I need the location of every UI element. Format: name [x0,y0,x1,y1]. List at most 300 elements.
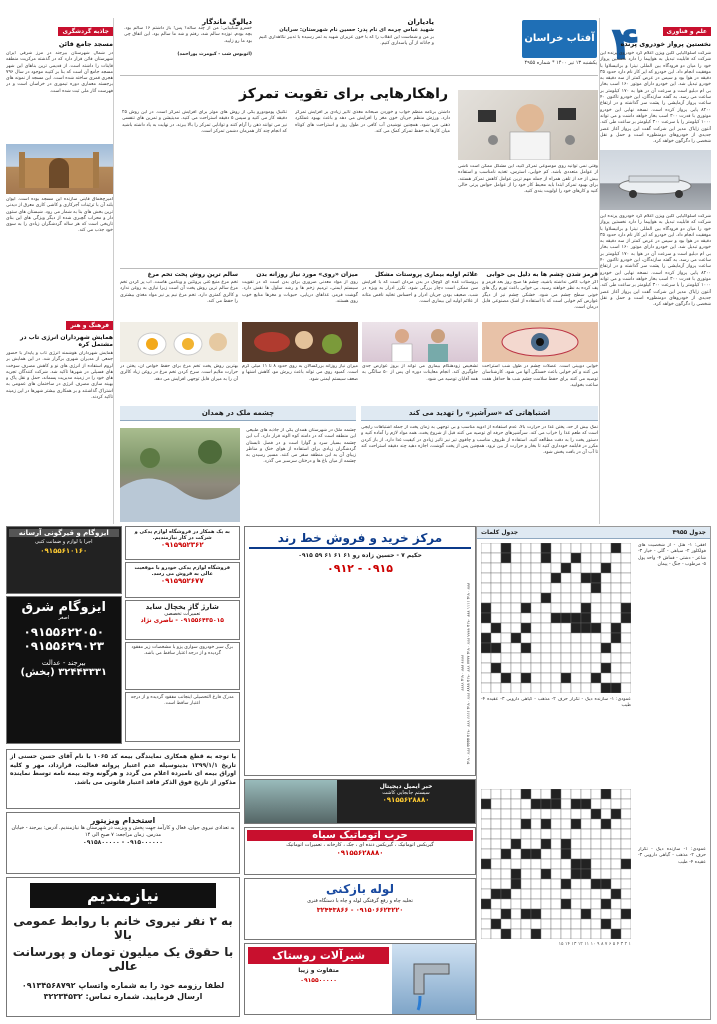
grid-cell[interactable] [601,819,611,829]
grid-cell[interactable] [591,573,601,583]
grid-cell[interactable] [611,543,621,553]
grid-cell[interactable] [611,819,621,829]
grid-cell[interactable] [561,929,571,939]
grid-cell[interactable] [591,643,601,653]
grid-cell[interactable] [491,583,501,593]
grid-cell[interactable] [491,899,501,909]
grid-cell[interactable] [561,613,571,623]
grid-cell[interactable] [541,623,551,633]
grid-cell[interactable] [591,879,601,889]
grid-cell[interactable] [591,683,601,693]
grid-cell[interactable] [501,663,511,673]
grid-cell[interactable] [541,919,551,929]
grid-cell[interactable] [571,593,581,603]
grid-cell[interactable] [601,623,611,633]
grid-cell[interactable] [601,573,611,583]
grid-cell[interactable] [571,553,581,563]
grid-cell[interactable] [571,613,581,623]
grid-cell[interactable] [551,553,561,563]
grid-cell[interactable] [561,849,571,859]
grid-cell[interactable] [611,603,621,613]
grid-cell[interactable] [531,839,541,849]
grid-cell[interactable] [491,543,501,553]
grid-cell[interactable] [591,829,601,839]
grid-cell[interactable] [621,623,631,633]
grid-cell[interactable] [541,563,551,573]
grid-cell[interactable] [531,899,541,909]
grid-cell[interactable] [491,553,501,563]
grid-cell[interactable] [581,573,591,583]
ad-misc[interactable]: برگ سبز خودروی سواری پژو با مشخصات زیر مفقود گردیده و از درجه اعتبار ساقط می باشد. [125,642,241,690]
grid-cell[interactable] [501,563,511,573]
grid-cell[interactable] [521,563,531,573]
grid-cell[interactable] [521,573,531,583]
grid-cell[interactable] [491,683,501,693]
grid-cell[interactable] [581,909,591,919]
grid-cell[interactable] [481,543,491,553]
grid-cell[interactable] [481,929,491,939]
grid-cell[interactable] [551,919,561,929]
grid-cell[interactable] [541,809,551,819]
grid-cell[interactable] [481,633,491,643]
grid-cell[interactable] [481,829,491,839]
grid-cell[interactable] [491,613,501,623]
grid-cell[interactable] [541,839,551,849]
grid-cell[interactable] [611,799,621,809]
grid-cell[interactable] [491,673,501,683]
grid-cell[interactable] [521,553,531,563]
grid-cell[interactable] [511,889,521,899]
grid-cell[interactable] [491,849,501,859]
grid-cell[interactable] [481,839,491,849]
grid-cell[interactable] [561,839,571,849]
grid-cell[interactable] [531,563,541,573]
grid-cell[interactable] [591,553,601,563]
grid-cell[interactable] [561,643,571,653]
grid-cell[interactable] [501,849,511,859]
grid-cell[interactable] [481,869,491,879]
grid-cell[interactable] [541,593,551,603]
grid-cell[interactable] [611,849,621,859]
grid-cell[interactable] [621,593,631,603]
grid-cell[interactable] [491,839,501,849]
hiring-ad[interactable] [6,812,240,874]
grid-cell[interactable] [591,849,601,859]
grid-cell[interactable] [481,643,491,653]
grid-cell[interactable] [591,789,601,799]
grid-cell[interactable] [501,633,511,643]
grid-cell[interactable] [581,613,591,623]
grid-cell[interactable] [481,663,491,673]
grid-cell[interactable] [511,633,521,643]
grid-cell[interactable] [481,683,491,693]
grid-cell[interactable] [581,683,591,693]
grid-cell[interactable] [561,623,571,633]
grid-cell[interactable] [511,839,521,849]
grid-cell[interactable] [521,653,531,663]
grid-cell[interactable] [521,663,531,673]
ad-trade[interactable] [244,526,476,776]
grid-cell[interactable] [491,593,501,603]
grid-cell[interactable] [551,673,561,683]
grid-cell[interactable] [551,909,561,919]
grid-cell[interactable] [521,673,531,683]
grid-cell[interactable] [491,809,501,819]
grid-cell[interactable] [511,543,521,553]
grid-cell[interactable] [531,683,541,693]
grid-cell[interactable] [571,809,581,819]
grid-cell[interactable] [541,583,551,593]
grid-cell[interactable] [501,603,511,613]
grid-cell[interactable] [581,623,591,633]
ad-fridge[interactable] [125,600,241,640]
grid-cell[interactable] [581,869,591,879]
grid-cell[interactable] [601,829,611,839]
grid-cell[interactable] [541,613,551,623]
grid-cell[interactable] [581,919,591,929]
grid-cell[interactable] [491,859,501,869]
grid-cell[interactable] [551,593,561,603]
grid-cell[interactable] [591,839,601,849]
ad-rental[interactable] [244,779,476,824]
grid-cell[interactable] [591,809,601,819]
grid-cell[interactable] [541,573,551,583]
grid-cell[interactable] [481,799,491,809]
grid-cell[interactable] [621,543,631,553]
grid-cell[interactable] [481,563,491,573]
grid-cell[interactable] [601,839,611,849]
grid-cell[interactable] [491,573,501,583]
grid-cell[interactable] [501,573,511,583]
grid-cell[interactable] [581,839,591,849]
grid-cell[interactable] [501,683,511,693]
grid-cell[interactable] [601,789,611,799]
grid-cell[interactable] [511,593,521,603]
grid-cell[interactable] [581,563,591,573]
grid-cell[interactable] [601,909,611,919]
grid-cell[interactable] [591,919,601,929]
grid-cell[interactable] [591,563,601,573]
grid-cell[interactable] [541,683,551,693]
grid-cell[interactable] [511,899,521,909]
grid-cell[interactable] [581,799,591,809]
grid-cell[interactable] [481,879,491,889]
grid-cell[interactable] [531,643,541,653]
ad-isogam[interactable] [6,596,122,744]
grid-cell[interactable] [541,909,551,919]
grid-cell[interactable] [571,623,581,633]
grid-cell[interactable] [621,809,631,819]
grid-cell[interactable] [581,633,591,643]
grid-cell[interactable] [541,929,551,939]
grid-cell[interactable] [581,789,591,799]
grid-cell[interactable] [581,889,591,899]
grid-cell[interactable] [501,809,511,819]
grid-cell[interactable] [611,889,621,899]
grid-cell[interactable] [501,543,511,553]
grid-cell[interactable] [541,553,551,563]
grid-cell[interactable] [561,683,571,693]
grid-cell[interactable] [531,809,541,819]
grid-cell[interactable] [531,633,541,643]
grid-cell[interactable] [561,543,571,553]
grid-cell[interactable] [611,573,621,583]
grid-cell[interactable] [481,573,491,583]
grid-cell[interactable] [481,673,491,683]
grid-cell[interactable] [621,899,631,909]
grid-cell[interactable] [501,839,511,849]
grid-cell[interactable] [591,663,601,673]
grid-cell[interactable] [521,849,531,859]
grid-cell[interactable] [511,553,521,563]
grid-cell[interactable] [501,553,511,563]
grid-cell[interactable] [491,879,501,889]
grid-cell[interactable] [511,919,521,929]
grid-cell[interactable] [491,869,501,879]
grid-cell[interactable] [531,603,541,613]
grid-cell[interactable] [621,583,631,593]
grid-cell[interactable] [621,673,631,683]
grid-cell[interactable] [601,899,611,909]
grid-cell[interactable] [551,799,561,809]
grid-cell[interactable] [541,633,551,643]
grid-cell[interactable] [571,789,581,799]
grid-cell[interactable] [511,623,521,633]
grid-cell[interactable] [591,889,601,899]
grid-cell[interactable] [571,633,581,643]
grid-cell[interactable] [501,583,511,593]
grid-cell[interactable] [521,919,531,929]
grid-cell[interactable] [511,909,521,919]
grid-cell[interactable] [591,583,601,593]
grid-cell[interactable] [511,683,521,693]
grid-cell[interactable] [601,593,611,603]
grid-cell[interactable] [611,593,621,603]
grid-cell[interactable] [581,663,591,673]
grid-cell[interactable] [611,663,621,673]
ad-license[interactable]: مدرک فارغ التحصیلی اینجانب مفقود گردیده و از درجه اعتبار ساقط است. [125,692,241,742]
grid-cell[interactable] [511,829,521,839]
grid-cell[interactable] [551,869,561,879]
grid-cell[interactable] [561,593,571,603]
grid-cell[interactable] [571,909,581,919]
grid-cell[interactable] [601,643,611,653]
grid-cell[interactable] [581,543,591,553]
grid-cell[interactable] [551,623,561,633]
grid-cell[interactable] [611,919,621,929]
grid-cell[interactable] [571,829,581,839]
grid-cell[interactable] [611,623,621,633]
grid-cell[interactable] [581,809,591,819]
grid-cell[interactable] [511,819,521,829]
grid-cell[interactable] [511,849,521,859]
grid-cell[interactable] [501,799,511,809]
grid-cell[interactable] [561,799,571,809]
grid-cell[interactable] [621,653,631,663]
grid-cell[interactable] [491,603,501,613]
grid-cell[interactable] [531,919,541,929]
grid-cell[interactable] [521,623,531,633]
grid-cell[interactable] [571,799,581,809]
grid-cell[interactable] [521,859,531,869]
grid-cell[interactable] [531,673,541,683]
grid-cell[interactable] [541,789,551,799]
grid-cell[interactable] [531,553,541,563]
grid-cell[interactable] [561,603,571,613]
grid-cell[interactable] [601,653,611,663]
grid-cell[interactable] [551,633,561,643]
grid-cell[interactable] [541,673,551,683]
grid-cell[interactable] [571,889,581,899]
grid-cell[interactable] [511,563,521,573]
grid-cell[interactable] [601,613,611,623]
grid-cell[interactable] [601,603,611,613]
grid-cell[interactable] [611,683,621,693]
grid-cell[interactable] [531,543,541,553]
grid-cell[interactable] [481,623,491,633]
grid-cell[interactable] [571,663,581,673]
grid-cell[interactable] [581,849,591,859]
grid-cell[interactable] [571,819,581,829]
grid-cell[interactable] [481,583,491,593]
grid-cell[interactable] [501,859,511,869]
grid-cell[interactable] [531,869,541,879]
grid-cell[interactable] [511,653,521,663]
grid-cell[interactable] [621,859,631,869]
grid-cell[interactable] [591,543,601,553]
ad-isogam-top[interactable] [6,526,122,594]
grid-cell[interactable] [581,653,591,663]
grid-cell[interactable] [521,603,531,613]
grid-cell[interactable] [591,869,601,879]
grid-cell[interactable] [481,849,491,859]
grid-cell[interactable] [551,879,561,889]
crossword-grid[interactable] [481,543,631,693]
grid-cell[interactable] [601,583,611,593]
grid-cell[interactable] [621,929,631,939]
grid-cell[interactable] [521,543,531,553]
grid-cell[interactable] [621,683,631,693]
grid-cell[interactable] [621,869,631,879]
grid-cell[interactable] [611,839,621,849]
grid-cell[interactable] [561,859,571,869]
grid-cell[interactable] [491,643,501,653]
grid-cell[interactable] [551,839,561,849]
grid-cell[interactable] [491,889,501,899]
grid-cell[interactable] [571,859,581,869]
grid-cell[interactable] [521,643,531,653]
grid-cell[interactable] [571,849,581,859]
grid-cell[interactable] [531,663,541,673]
grid-cell[interactable] [611,643,621,653]
grid-cell[interactable] [521,593,531,603]
grid-cell[interactable] [591,819,601,829]
grid-cell[interactable] [551,603,561,613]
grid-cell[interactable] [621,663,631,673]
grid-cell[interactable] [551,859,561,869]
grid-cell[interactable] [581,819,591,829]
grid-cell[interactable] [521,799,531,809]
grid-cell[interactable] [521,809,531,819]
grid-cell[interactable] [571,899,581,909]
grid-cell[interactable] [541,849,551,859]
grid-cell[interactable] [621,573,631,583]
grid-cell[interactable] [571,919,581,929]
grid-cell[interactable] [511,809,521,819]
grid-cell[interactable] [611,789,621,799]
grid-cell[interactable] [621,789,631,799]
grid-cell[interactable] [541,663,551,673]
grid-cell[interactable] [561,889,571,899]
grid-cell[interactable] [541,819,551,829]
grid-cell[interactable] [531,799,541,809]
grid-cell[interactable] [551,889,561,899]
grid-cell[interactable] [551,563,561,573]
grid-cell[interactable] [531,879,541,889]
grid-cell[interactable] [621,633,631,643]
grid-cell[interactable] [611,633,621,643]
grid-cell[interactable] [511,799,521,809]
grid-cell[interactable] [521,899,531,909]
ad-faucet[interactable] [244,943,476,1015]
grid-cell[interactable] [611,673,621,683]
grid-cell[interactable] [511,673,521,683]
grid-cell[interactable] [501,643,511,653]
grid-cell[interactable] [511,879,521,889]
grid-cell[interactable] [521,929,531,939]
grid-cell[interactable] [601,799,611,809]
grid-cell[interactable] [551,819,561,829]
grid-cell[interactable] [551,613,561,623]
grid-cell[interactable] [531,829,541,839]
grid-cell[interactable] [501,869,511,879]
grid-cell[interactable] [581,829,591,839]
grid-cell[interactable] [521,879,531,889]
grid-cell[interactable] [521,839,531,849]
grid-cell[interactable] [521,789,531,799]
grid-cell[interactable] [561,553,571,563]
grid-cell[interactable] [611,859,621,869]
grid-cell[interactable] [601,889,611,899]
grid-cell[interactable] [561,653,571,663]
grid-cell[interactable] [541,829,551,839]
grid-cell[interactable] [581,603,591,613]
grid-cell[interactable] [551,829,561,839]
grid-cell[interactable] [621,879,631,889]
grid-cell[interactable] [621,643,631,653]
grid-cell[interactable] [621,819,631,829]
grid-cell[interactable] [531,859,541,869]
grid-cell[interactable] [621,613,631,623]
grid-cell[interactable] [521,683,531,693]
grid-cell[interactable] [531,593,541,603]
grid-cell[interactable] [511,869,521,879]
grid-cell[interactable] [501,829,511,839]
grid-cell[interactable] [531,623,541,633]
grid-cell[interactable] [571,869,581,879]
grid-cell[interactable] [531,889,541,899]
grid-cell[interactable] [611,809,621,819]
grid-cell[interactable] [591,623,601,633]
grid-cell[interactable] [521,829,531,839]
grid-cell[interactable] [491,819,501,829]
grid-cell[interactable] [521,583,531,593]
grid-cell[interactable] [621,829,631,839]
grid-cell[interactable] [611,563,621,573]
grid-cell[interactable] [541,869,551,879]
grid-cell[interactable] [581,583,591,593]
grid-cell[interactable] [491,929,501,939]
